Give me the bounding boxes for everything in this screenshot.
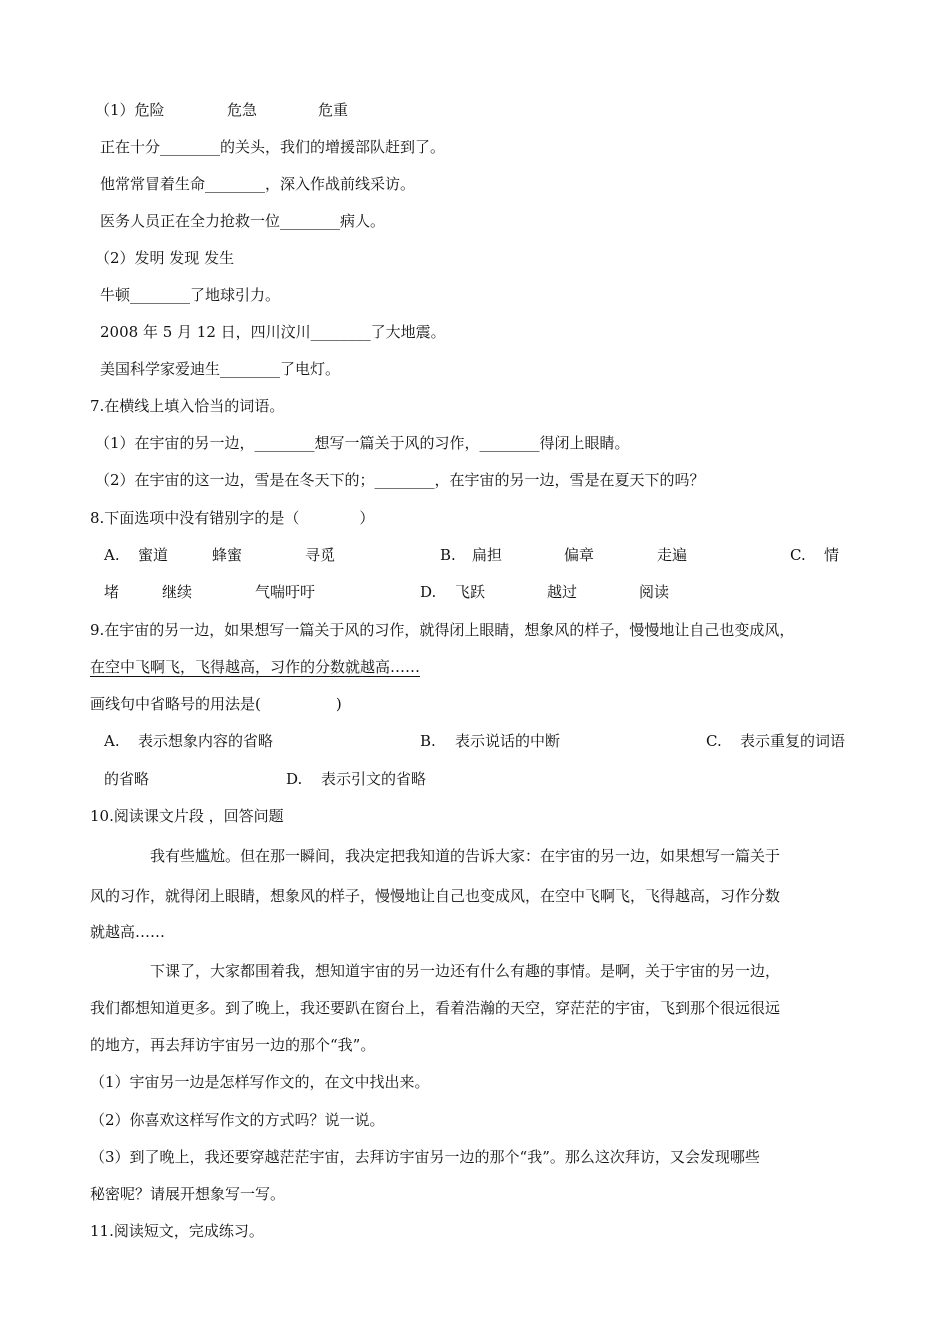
q8-option-d-word: 飞跃 [455, 583, 486, 601]
q10-passage-paragraph-2: 的地方，再去拜访宇宙另一边的那个“我”。 [90, 1036, 376, 1054]
q9-option-c-text: 表示重复的词语 [740, 732, 846, 750]
q10-subquestion-1: （1）宇宙另一边是怎样写作文的，在文中找出来。 [90, 1073, 430, 1091]
q8-option-d-letter: D. [420, 583, 437, 601]
q9-option-b-letter: B. [420, 732, 436, 750]
q8-option-c-word-cont: 堵 [104, 583, 120, 601]
q8-option-c-word: 情 [824, 546, 840, 564]
q8-option-b-word: 偏章 [564, 546, 595, 564]
question-9-stem: 9.在宇宙的另一边，如果想写一篇关于风的习作，就得闭上眼睛，想象风的样子，慢慢地让自己也变成风， [90, 621, 795, 639]
question-6-1-label [95, 100, 165, 120]
q9-option-c-text-cont: 的省略 [104, 770, 150, 788]
q9-option-c-letter: C. [706, 732, 722, 750]
q9-option-d-text: 表示引文的省略 [321, 770, 427, 788]
question-9-prompt: 画线句中省略号的用法是( ) [90, 695, 342, 713]
q8-option-a-word: 寻觅 [305, 546, 336, 564]
q6-1-word-3: 危重 [318, 101, 349, 119]
q6-1-word-2: 危急 [227, 101, 258, 119]
question-8-title: 8.下面选项中没有错别字的是（ ） [90, 509, 375, 527]
question-7-title: 7.在横线上填入恰当的词语。 [90, 397, 285, 415]
q8-option-c-word: 继续 [162, 583, 193, 601]
q10-subquestion-3: （3）到了晚上，我还要穿越茫茫宇宙，去拜访宇宙另一边的那个“我”。那么这次拜访，又会发现哪些 [90, 1148, 760, 1166]
q8-option-d-word: 越过 [547, 583, 578, 601]
q7-sentence-2: （2）在宇宙的这一边，雪是在冬天下的；________，在宇宙的另一边，雪是在夏天下的吗？ [95, 471, 705, 489]
q9-option-a-text: 表示想象内容的省略 [138, 732, 274, 750]
q10-passage-paragraph-1: 就越高…… [90, 923, 166, 941]
q10-passage-paragraph-1: 我有些尴尬。但在那一瞬间，我决定把我知道的告诉大家：在宇宙的另一边，如果想写一篇关于 [150, 847, 781, 865]
q6-1-sentence-2: 他常常冒着生命________，深入作战前线采访。 [100, 175, 416, 193]
q9-option-b-text: 表示说话的中断 [455, 732, 561, 750]
q10-passage-paragraph-2: 我们都想知道更多。到了晚上，我还要趴在窗台上，看着浩瀚的天空，穿茫茫的宇宙，飞到那个很远很远 [90, 999, 781, 1017]
q7-sentence-1: （1）在宇宙的另一边，________想写一篇关于风的习作，________得闭上眼睛。 [95, 434, 630, 452]
question-10-title: 10.阅读课文片段 ，回答问题 [90, 807, 284, 825]
q8-option-d-word: 阅读 [639, 583, 670, 601]
q10-subquestion-3: 秘密呢？请展开想象写一写。 [90, 1185, 286, 1203]
q8-option-c-letter: C. [790, 546, 806, 564]
q8-option-a-word: 蜂蜜 [212, 546, 243, 564]
q10-subquestion-2: （2）你喜欢这样写作文的方式吗？说一说。 [90, 1111, 385, 1129]
question-11-title: 11.阅读短文，完成练习。 [90, 1222, 264, 1240]
q8-option-b-letter: B. [440, 546, 456, 564]
q6-1-word-1: （1）危险 [95, 101, 165, 119]
q6-1-sentence-3: 医务人员正在全力抢救一位________病人。 [100, 212, 386, 230]
q6-2-sentence-3: 美国科学家爱迪生________了电灯。 [100, 360, 341, 378]
q10-passage-paragraph-1: 风的习作，就得闭上眼睛，想象风的样子，慢慢地让自己也变成风，在空中飞啊飞，飞得越高，习作分数 [90, 887, 781, 905]
q8-option-b-word: 走遍 [657, 546, 688, 564]
q8-option-a-word: 蜜道 [138, 546, 169, 564]
question-6-2-label: （2）发明 发现 发生 [95, 249, 235, 267]
q10-passage-paragraph-2: 下课了，大家都围着我，想知道宇宙的另一边还有什么有趣的事情。是啊，关于宇宙的另一边， [150, 962, 781, 980]
q8-option-a-letter: A. [104, 546, 120, 564]
question-9-underlined-sentence: 在空中飞啊飞，飞得越高，习作的分数就越高…… [90, 658, 421, 676]
q6-1-sentence-1: 正在十分________的关头，我们的增援部队赶到了。 [100, 138, 446, 156]
q6-2-sentence-2: 2008 年 5 月 12 日，四川汶川________了大地震。 [100, 323, 446, 341]
q8-option-b-word: 扁担 [472, 546, 503, 564]
q9-option-d-letter: D. [286, 770, 303, 788]
q8-option-c-word: 气喘吁吁 [255, 583, 316, 601]
q9-option-a-letter: A. [104, 732, 120, 750]
q6-2-sentence-1: 牛顿________了地球引力。 [100, 286, 281, 304]
